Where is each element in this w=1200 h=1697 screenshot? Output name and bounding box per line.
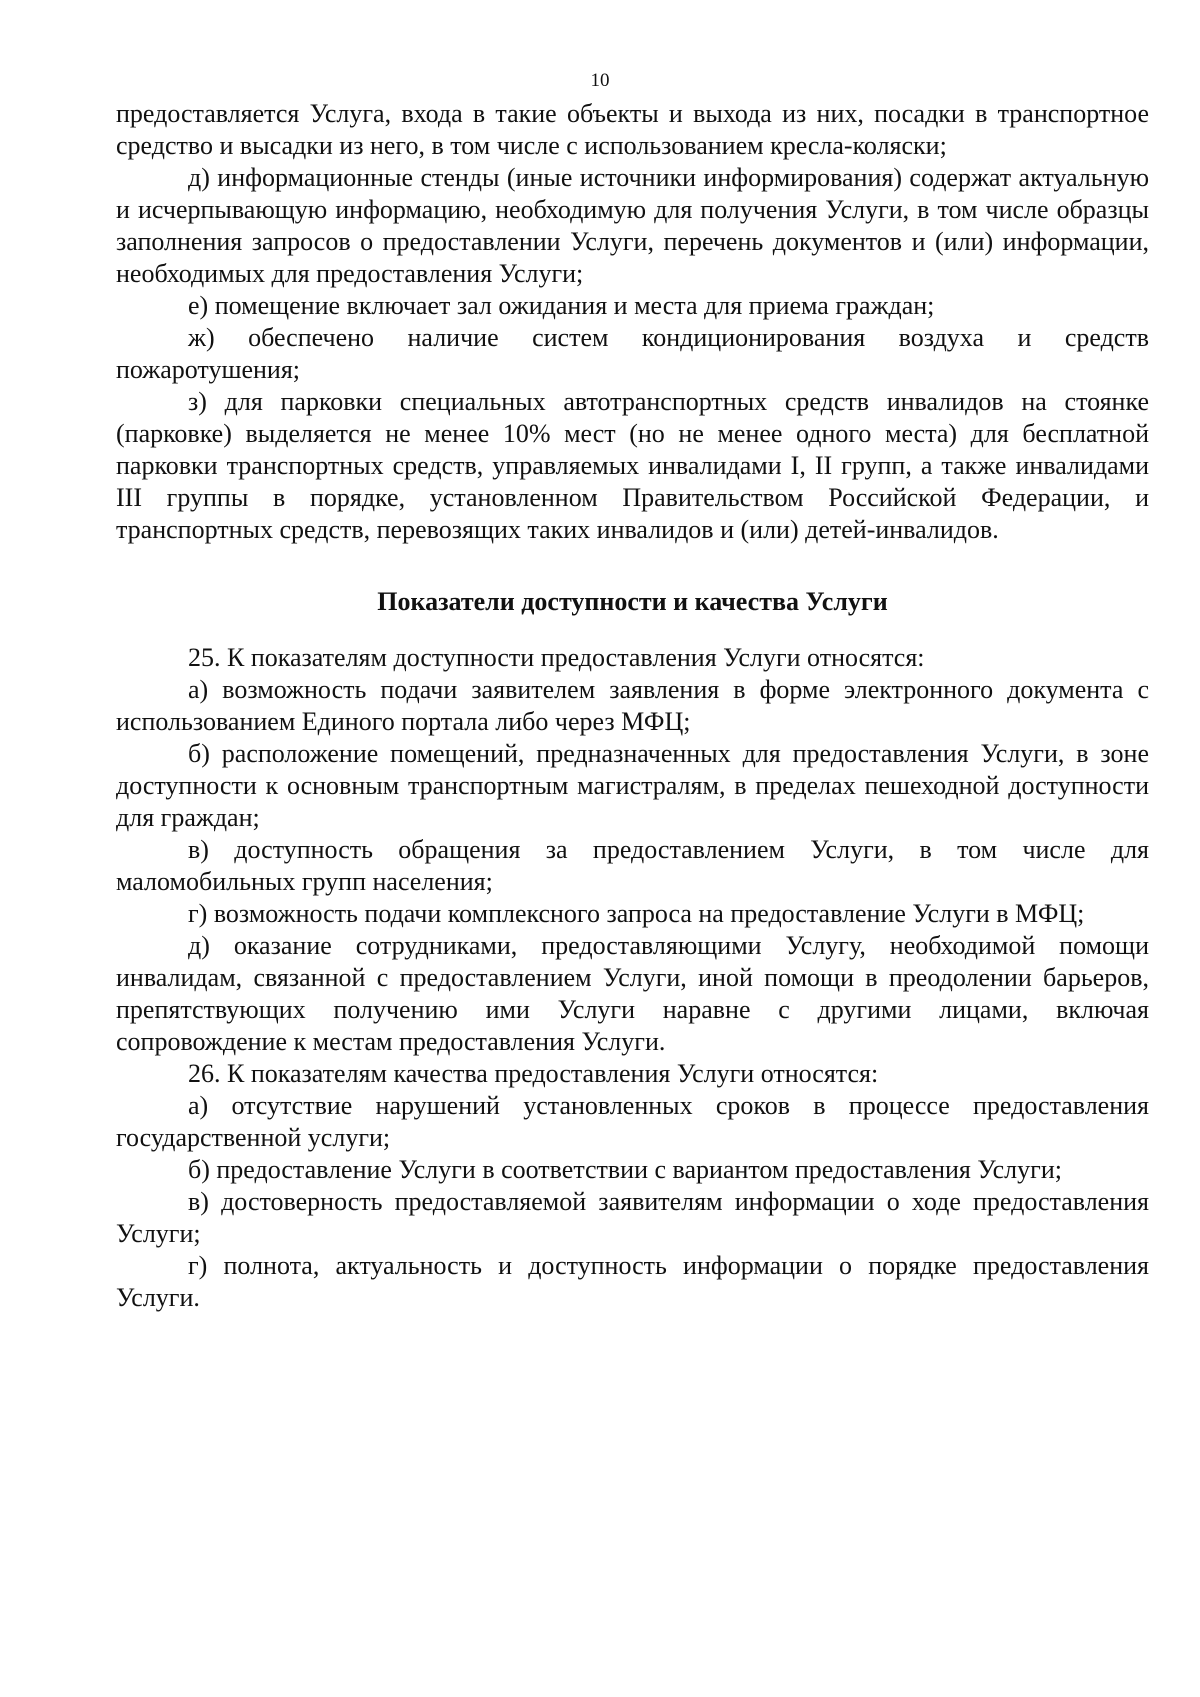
list-item-d-info-stands: д) информационные стенды (иные источники информирования) содержат актуальную и исчерпывающую информацию, необходимую для получения Услуги, в том числе образцы заполнения запросов о предоставлении Услуги, перечень документов и (или) информации, необходимых для предоставления Услуги; (116, 163, 1149, 288)
clause-26-item-g: г) полнота, актуальность и доступность информации о порядке предоставления Услуги. (116, 1251, 1149, 1312)
clause-25-intro: 25. К показателям доступности предоставления Услуги относятся: (188, 643, 925, 672)
clause-25-item-d: д) оказание сотрудниками, предоставляющими Услугу, необходимой помощи инвалидам, связанной с предоставлением Услуги, иной помощи в преодолении барьеров, препятствующих получению ими Услуги наравне с другими лицами, включая сопровождение к местам предоставления Услуги. (116, 931, 1149, 1056)
clause-26-item-v: в) достоверность предоставляемой заявителям информации о ходе предоставления Услуги; (116, 1187, 1149, 1248)
section-heading: Показатели доступности и качества Услуги (377, 587, 888, 616)
document-body (116, 98, 1149, 1314)
clause-25-item-v: в) доступность обращения за предоставлением Услуги, в том числе для маломобильных групп населения; (116, 835, 1149, 896)
clause-26-intro: 26. К показателям качества предоставления Услуги относятся: (188, 1059, 879, 1088)
list-item-e-waiting-room: е) помещение включает зал ожидания и места для приема граждан; (188, 291, 935, 320)
clause-26-item-b: б) предоставление Услуги в соответствии с вариантом предоставления Услуги; (188, 1155, 1062, 1184)
list-item-z-parking: з) для парковки специальных автотранспортных средств инвалидов на стоянке (парковке) выделяется не менее 10% мест (но не менее одного места) для бесплатной парковки транспортных средств, управляемых инвалидами I, II групп, а также инвалидами III группы в порядке, установленном Правительством Российской Федерации, и транспортных средств, перевозящих таких инвалидов и (или) детей-инвалидов. (116, 387, 1149, 544)
clause-26-item-a: а) отсутствие нарушений установленных сроков в процессе предоставления государственной услуги; (116, 1091, 1149, 1152)
paragraph-continuation: предоставляется Услуга, входа в такие объекты и выхода из них, посадки в транспортное средство и высадки из него, в том числе с использованием кресла-коляски; (116, 99, 1149, 160)
clause-25-item-a: а) возможность подачи заявителем заявления в форме электронного документа с использованием Единого портала либо через МФЦ; (116, 675, 1149, 736)
clause-25-item-g: г) возможность подачи комплексного запроса на предоставление Услуги в МФЦ; (188, 899, 1085, 928)
clause-25-item-b: б) расположение помещений, предназначенных для предоставления Услуги, в зоне доступности к основным транспортным магистралям, в пределах пешеходной доступности для граждан; (116, 739, 1149, 832)
list-item-zh-air-conditioning: ж) обеспечено наличие систем кондиционирования воздуха и средств пожаротушения; (116, 323, 1149, 384)
page-number: 10 (590, 70, 610, 91)
